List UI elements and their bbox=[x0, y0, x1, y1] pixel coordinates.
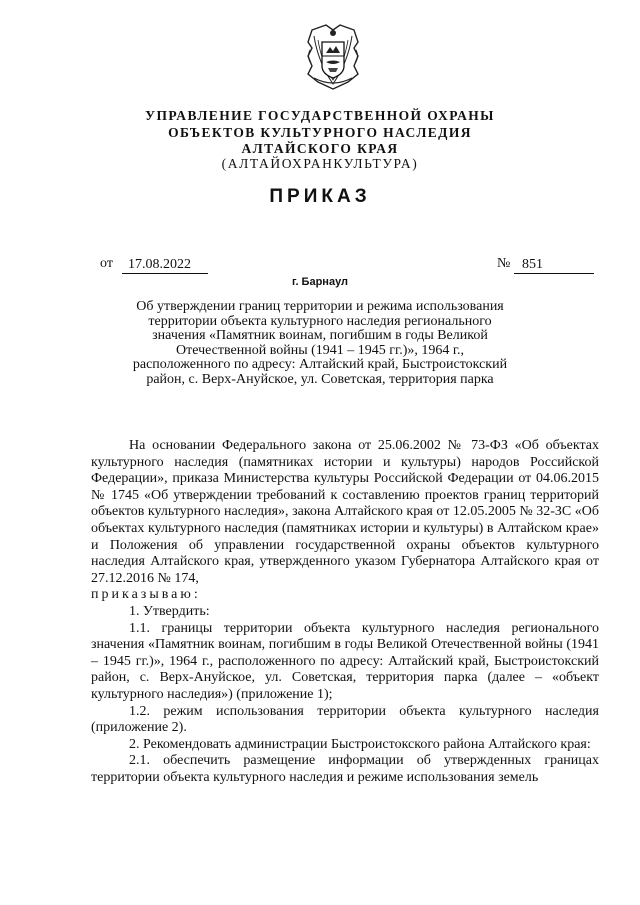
subject-line: территории объекта культурного наследия регионального bbox=[148, 313, 492, 329]
org-name-line1: УПРАВЛЕНИЕ ГОСУДАРСТВЕННОЙ ОХРАНЫ bbox=[145, 108, 495, 123]
item-2-1: 2.1. обеспечить размещение информации об утвержденных границах территории объекта культурного наследия и режиме использования земель bbox=[91, 753, 599, 785]
item-1-1: 1.1. границы территории объекта культурного наследия регионального значения «Памятник воинам, погибшим в годы Великой Отечественной войны (1941 – 1945 гг.)», 1964 г., расположенного по адресу: Алтайский край, Быстроистокский район, с. Верх-Ануйское, ул. Советская, территория парка (далее – «объект культурного наследия») (приложение 1); bbox=[91, 620, 599, 702]
order-number: 851 bbox=[514, 256, 594, 274]
basis-paragraph: На основании Федерального закона от 25.06.2002 № 73-ФЗ «Об объектах культурного наследия (памятниках истории и культуры) народов Российской Федерации», приказа Министерства культуры Российской Федерации от 04.06.2015 № 1745 «Об утверждении требований к составлению проектов границ территорий объектов культурного наследия», закона Алтайского края от 12.05.2005 № 32-ЗС «Об объектах культурного наследия (памятниках истории и культуры) в Алтайском крае» и Положения об управлении государственной охраны объектов культурного наследия Алтайского края, утвержденного указом Губернатора Алтайского края от 27.12.2016 № 174, bbox=[91, 438, 599, 586]
order-body bbox=[91, 438, 599, 786]
document-title: ПРИКАЗ bbox=[269, 186, 371, 207]
date-prefix: от bbox=[100, 256, 113, 271]
item-1: 1. Утвердить: bbox=[129, 603, 210, 619]
item-2: 2. Рекомендовать администрации Быстроистокского района Алтайского края: bbox=[129, 736, 591, 752]
subject-line: Об утверждении границ территории и режима использования bbox=[136, 299, 504, 314]
order-date: 17.08.2022 bbox=[122, 256, 208, 274]
subject-line: расположенного по адресу: Алтайский край, Быстроистокский bbox=[132, 357, 508, 373]
org-name-line2: ОБЪЕКТОВ КУЛЬТУРНОГО НАСЛЕДИЯ bbox=[168, 125, 472, 140]
order-subject bbox=[100, 300, 540, 388]
number-prefix: № bbox=[497, 256, 511, 271]
org-name-line3: АЛТАЙСКОГО КРАЯ bbox=[241, 141, 399, 156]
subject-line: Отечественной войны (1941 – 1945 гг.)», 1964 г., bbox=[175, 342, 465, 358]
subject-line: район, с. Верх-Ануйское, ул. Советская, территория парка bbox=[146, 371, 494, 387]
subject-line: значения «Памятник воинам, погибшим в годы Великой bbox=[152, 328, 488, 344]
city: г. Барнаул bbox=[291, 276, 349, 288]
org-short-name: (АЛТАЙОХРАНКУЛЬТУРА) bbox=[221, 156, 419, 171]
order-word: приказываю: bbox=[91, 587, 201, 603]
item-1-2: 1.2. режим использования территории объекта культурного наследия (приложение 2). bbox=[91, 703, 599, 736]
coat-of-arms-emblem bbox=[304, 22, 362, 92]
